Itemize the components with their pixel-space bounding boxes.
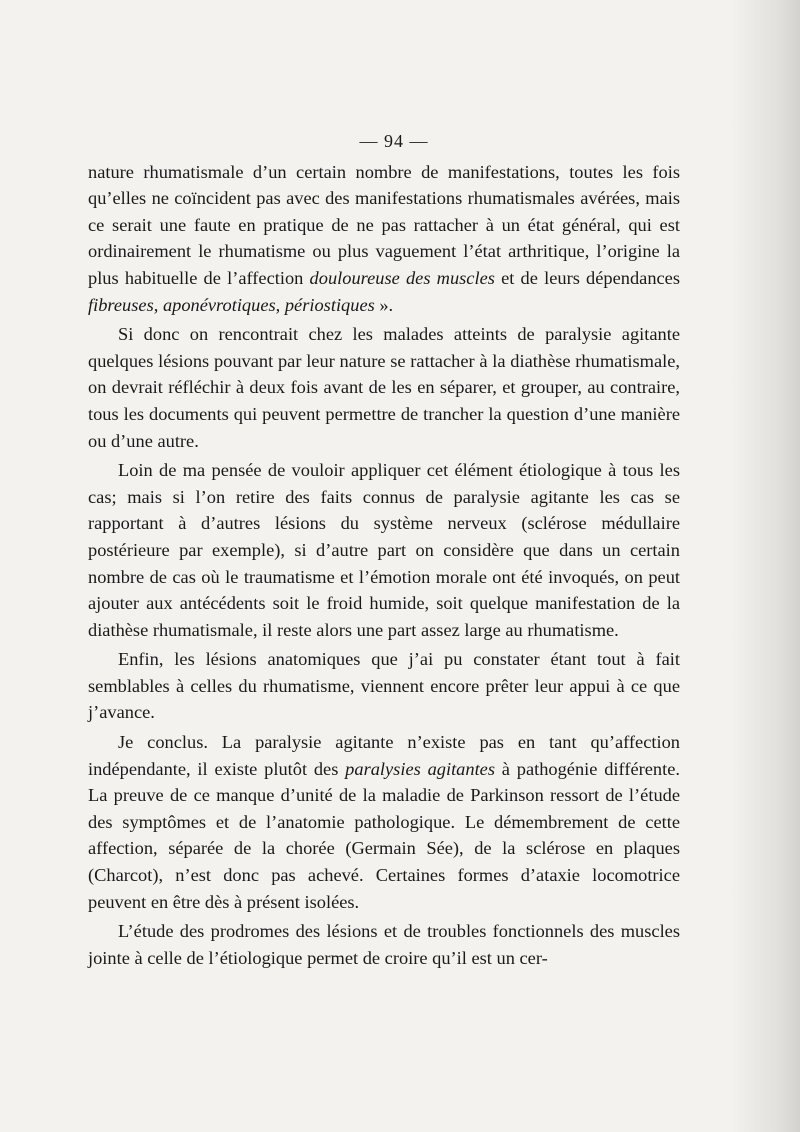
text-run: nature rhumatismale d’un certain nombre de manifestations, toutes les fois qu’elles ne coïncident pas avec des manifestations rhumatismales avérées, mais ce serait une faute en pratique de ne pas rattacher à un état général, qui est ordinairement le rhumatisme ou plus vaguement l’état arthritique, l’origine la plus habituelle de l’affection [88, 161, 680, 288]
italic-run: périostiques [284, 294, 375, 315]
text-run: à pathogénie différente. La preuve de ce manque d’unité de la maladie de Parkinson ressort de l’étude des symptômes et de l’anatomie pathologique. Le démembrement de cette affection, séparée de la chorée (Germain Sée), de la sclérose en plaques (Charcot), n’est donc pas achevé. Certaines formes d’ataxie locomotrice peuvent en être dès à présent isolées. [88, 758, 680, 912]
paragraph [88, 646, 680, 726]
text-run: Loin de ma pensée de vouloir appliquer cet élément étiologique à tous les cas; mais si l’on retire des faits connus de paralysie agitante les cas se rapportant à d’autres lésions du système nerveux (sclérose médullaire postérieure par exemple), si d’autre part on considère que dans un certain nombre de cas où le traumatisme et l’émotion morale ont été invoqués, on peut ajouter aux antécédents soit le froid humide, soit quelque manifestation de la diathèse rhumatismale, il reste alors une part assez large au rhumatisme. [88, 460, 680, 640]
text-run: Enfin, les lésions anatomiques que j’ai pu constater étant tout à fait semblables à celles du rhumatisme, viennent encore prêter leur appui à ce que j’avance. [88, 649, 680, 723]
italic-run: paralysies agitantes [345, 758, 495, 779]
paragraph [88, 457, 680, 643]
paragraph [88, 321, 680, 454]
text-run: , [153, 294, 163, 315]
italic-run: fibreuses [88, 294, 154, 315]
paragraph [88, 918, 680, 971]
text-run: , [275, 294, 285, 315]
paragraph [88, 159, 680, 319]
book-page [88, 128, 680, 974]
text-run: ». [374, 294, 394, 315]
body-text [88, 159, 680, 972]
page-edge-shadow [730, 0, 800, 1132]
page-number: — 94 — [359, 131, 429, 151]
text-run: Je conclus. La paralysie agitante n’existe pas en tant qu’affection indépendante, il existe plutôt des [88, 732, 680, 779]
italic-run: aponévrotiques [162, 294, 276, 315]
text-run: et de leurs dépendances [494, 267, 680, 288]
text-run: L’étude des prodromes des lésions et de troubles fonctionnels des muscles jointe à celle de l’étiologique permet de croire qu’il est un cer- [88, 921, 680, 968]
italic-run: douloureuse des muscles [309, 267, 495, 288]
paragraph [88, 729, 680, 915]
text-run: Si donc on rencontrait chez les malades atteints de paralysie agitante quelques lésions pouvant par leur nature se rattacher à la diathèse rhumatismale, on devrait réfléchir à deux fois avant de les en séparer, et grouper, au contraire, tous les documents qui peuvent permettre de trancher la question d’une manière ou d’une autre. [88, 324, 680, 451]
